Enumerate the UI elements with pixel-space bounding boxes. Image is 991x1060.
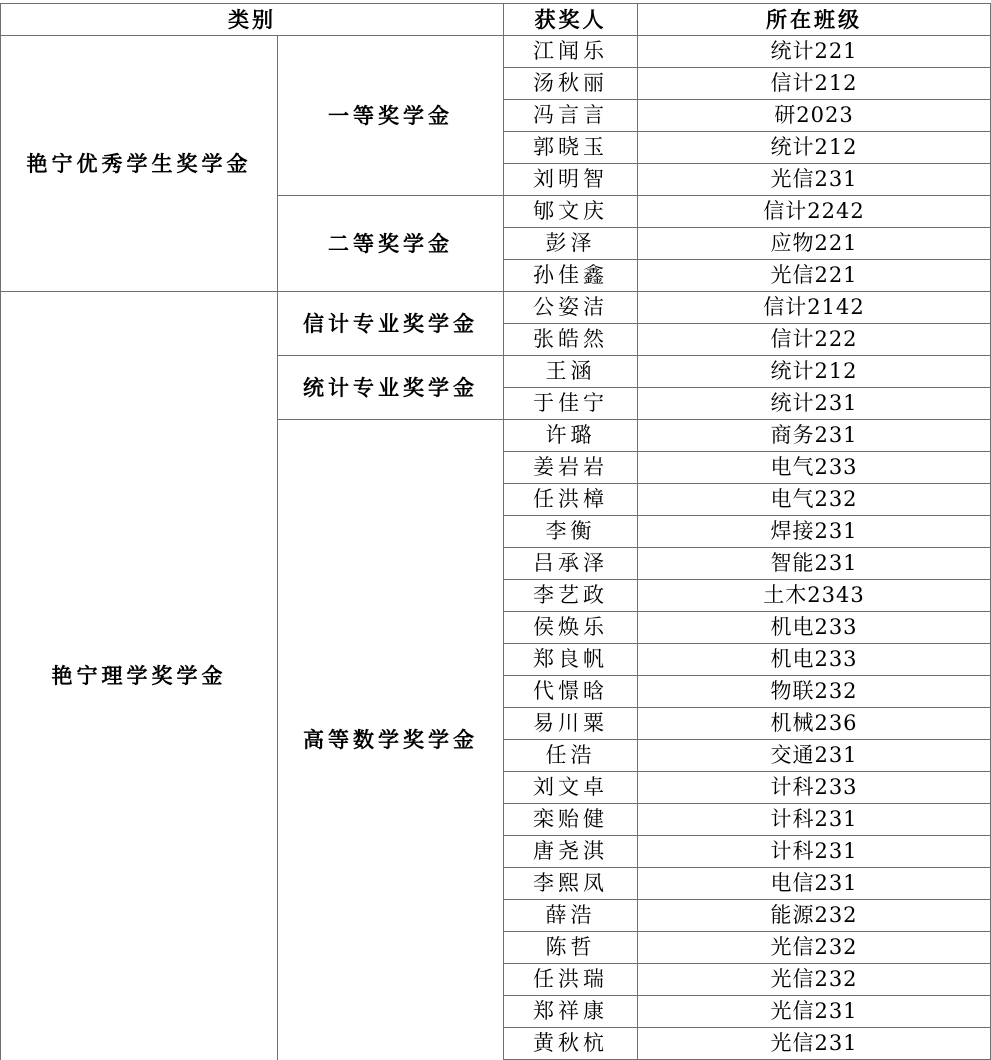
winner-name-cell: 代憬晗 bbox=[504, 676, 638, 708]
award-level-cell: 信计专业奖学金 bbox=[278, 292, 504, 356]
winner-name-cell: 易川粟 bbox=[504, 708, 638, 740]
winner-name-cell: 侯焕乐 bbox=[504, 612, 638, 644]
class-cell: 电信231 bbox=[638, 868, 991, 900]
class-cell: 光信231 bbox=[638, 1028, 991, 1060]
table-row bbox=[1, 36, 991, 68]
winner-name-cell: 许璐 bbox=[504, 420, 638, 452]
class-cell: 机械236 bbox=[638, 708, 991, 740]
class-cell: 统计212 bbox=[638, 132, 991, 164]
class-cell: 电气233 bbox=[638, 452, 991, 484]
class-cell: 电气232 bbox=[638, 484, 991, 516]
class-cell: 计科231 bbox=[638, 804, 991, 836]
winner-name-cell: 李衡 bbox=[504, 516, 638, 548]
category-cell: 艳宁理学奖学金 bbox=[1, 292, 278, 1060]
class-cell: 统计212 bbox=[638, 356, 991, 388]
winner-name-cell: 姜岩岩 bbox=[504, 452, 638, 484]
award-level-cell: 一等奖学金 bbox=[278, 36, 504, 196]
class-cell: 焊接231 bbox=[638, 516, 991, 548]
class-cell: 能源232 bbox=[638, 900, 991, 932]
winner-name-cell: 郑祥康 bbox=[504, 996, 638, 1028]
header-class: 所在班级 bbox=[638, 4, 991, 36]
class-cell: 交通231 bbox=[638, 740, 991, 772]
winner-name-cell: 任洪瑞 bbox=[504, 964, 638, 996]
winner-name-cell: 李艺政 bbox=[504, 580, 638, 612]
winner-name-cell: 冯言言 bbox=[504, 100, 638, 132]
class-cell: 信计2242 bbox=[638, 196, 991, 228]
class-cell: 土木2343 bbox=[638, 580, 991, 612]
award-level-cell: 统计专业奖学金 bbox=[278, 356, 504, 420]
winner-name-cell: 孙佳鑫 bbox=[504, 260, 638, 292]
class-cell: 信计2142 bbox=[638, 292, 991, 324]
class-cell: 信计222 bbox=[638, 324, 991, 356]
winner-name-cell: 陈哲 bbox=[504, 932, 638, 964]
winner-name-cell: 郇文庆 bbox=[504, 196, 638, 228]
winner-name-cell: 公姿洁 bbox=[504, 292, 638, 324]
table-row bbox=[1, 292, 991, 324]
winner-name-cell: 汤秋丽 bbox=[504, 68, 638, 100]
winner-name-cell: 江闻乐 bbox=[504, 36, 638, 68]
award-level-cell: 高等数学奖学金 bbox=[278, 420, 504, 1060]
category-cell: 艳宁优秀学生奖学金 bbox=[1, 36, 278, 292]
header-category: 类别 bbox=[1, 4, 504, 36]
class-cell: 智能231 bbox=[638, 548, 991, 580]
class-cell: 计科233 bbox=[638, 772, 991, 804]
header-winner: 获奖人 bbox=[504, 4, 638, 36]
award-level-cell: 二等奖学金 bbox=[278, 196, 504, 292]
winner-name-cell: 王涵 bbox=[504, 356, 638, 388]
winner-name-cell: 任洪樟 bbox=[504, 484, 638, 516]
winner-name-cell: 刘明智 bbox=[504, 164, 638, 196]
class-cell: 光信231 bbox=[638, 164, 991, 196]
class-cell: 物联232 bbox=[638, 676, 991, 708]
award-table bbox=[0, 3, 991, 1060]
class-cell: 商务231 bbox=[638, 420, 991, 452]
class-cell: 计科231 bbox=[638, 836, 991, 868]
class-cell: 机电233 bbox=[638, 644, 991, 676]
class-cell: 应物221 bbox=[638, 228, 991, 260]
winner-name-cell: 于佳宁 bbox=[504, 388, 638, 420]
table-header-row bbox=[1, 4, 991, 36]
winner-name-cell: 刘文卓 bbox=[504, 772, 638, 804]
winner-name-cell: 吕承泽 bbox=[504, 548, 638, 580]
winner-name-cell: 李熙凤 bbox=[504, 868, 638, 900]
class-cell: 光信232 bbox=[638, 932, 991, 964]
class-cell: 统计231 bbox=[638, 388, 991, 420]
winner-name-cell: 张皓然 bbox=[504, 324, 638, 356]
class-cell: 光信221 bbox=[638, 260, 991, 292]
class-cell: 机电233 bbox=[638, 612, 991, 644]
winner-name-cell: 薛浩 bbox=[504, 900, 638, 932]
class-cell: 研2023 bbox=[638, 100, 991, 132]
class-cell: 信计212 bbox=[638, 68, 991, 100]
winner-name-cell: 郭晓玉 bbox=[504, 132, 638, 164]
winner-name-cell: 任浩 bbox=[504, 740, 638, 772]
award-table-body bbox=[1, 4, 991, 1060]
winner-name-cell: 彭泽 bbox=[504, 228, 638, 260]
winner-name-cell: 黄秋杭 bbox=[504, 1028, 638, 1060]
winner-name-cell: 郑良帆 bbox=[504, 644, 638, 676]
class-cell: 统计221 bbox=[638, 36, 991, 68]
class-cell: 光信232 bbox=[638, 964, 991, 996]
winner-name-cell: 栾贻健 bbox=[504, 804, 638, 836]
class-cell: 光信231 bbox=[638, 996, 991, 1028]
winner-name-cell: 唐尧淇 bbox=[504, 836, 638, 868]
